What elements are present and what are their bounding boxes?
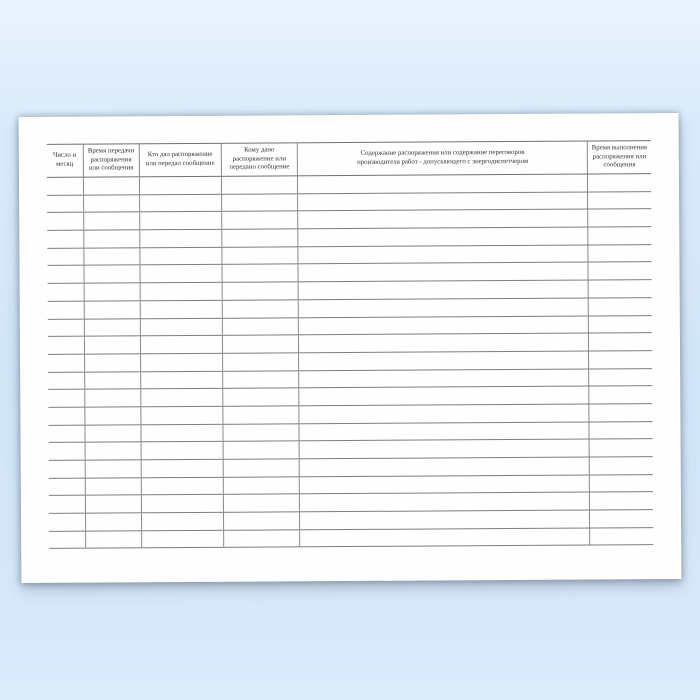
table-cell (84, 478, 141, 495)
table-cell (140, 301, 222, 318)
table-cell (48, 408, 84, 425)
table-cell (48, 390, 84, 407)
table-cell (222, 336, 299, 353)
table-cell (223, 530, 300, 547)
table-cell (587, 210, 651, 227)
table-cell (48, 355, 84, 372)
table-cell (140, 318, 222, 335)
table-cell (48, 319, 84, 336)
table-cell (83, 319, 140, 336)
table-cell (221, 176, 298, 193)
table-cell (298, 263, 588, 281)
table-cell (85, 513, 142, 530)
table-cell (222, 459, 299, 476)
table-cell (298, 334, 588, 352)
table-cell (83, 248, 140, 265)
table-cell (222, 318, 299, 335)
table-cell (588, 351, 652, 368)
table-cell (84, 372, 141, 389)
table-cell (47, 248, 83, 265)
table-cell (298, 351, 588, 369)
table-cell (83, 301, 140, 318)
table-cell (141, 513, 223, 530)
table-cell (85, 531, 142, 548)
table-cell (223, 495, 300, 512)
table-cell (221, 300, 298, 317)
table-cell (49, 443, 85, 460)
table-cell (140, 389, 222, 406)
table-cell (139, 265, 221, 282)
table-cell (588, 227, 652, 244)
table-cell (84, 354, 141, 371)
table-cell (49, 531, 85, 548)
table-cell (84, 390, 141, 407)
table-cell (84, 425, 141, 442)
table-cell (589, 422, 653, 439)
table-cell (222, 389, 299, 406)
column-header-transfer-time: Время передачи распоряжения или сообщения (82, 144, 139, 176)
table-cell (221, 194, 298, 211)
table-cell (141, 495, 223, 512)
table-cell (222, 442, 299, 459)
table-cell (589, 510, 653, 527)
table-cell (84, 460, 141, 477)
table-cell (299, 440, 589, 458)
table-cell (222, 477, 299, 494)
table-cell (83, 336, 140, 353)
table-cell (139, 230, 221, 247)
column-header-who-gave: Кто дал распоряжение или передал сообщение (139, 144, 221, 176)
table-cell (587, 192, 651, 209)
table-cell (49, 514, 85, 531)
table-cell (140, 336, 222, 353)
table-cell (222, 424, 299, 441)
table-cell (84, 443, 141, 460)
table-cell (47, 266, 83, 283)
table-cell (589, 493, 653, 510)
table-cell (298, 281, 588, 299)
table-cell (139, 212, 221, 229)
table-cell (298, 298, 588, 316)
table-cell (48, 284, 84, 301)
table-cell (140, 407, 222, 424)
table-cell (221, 265, 298, 282)
table-cell (222, 371, 299, 388)
table-cell (223, 512, 300, 529)
table-cell (83, 213, 140, 230)
table-cell (49, 461, 85, 478)
table-cell (297, 175, 587, 193)
table-cell (84, 496, 141, 513)
table-cell (299, 458, 589, 476)
table-cell (299, 387, 589, 405)
table-cell (299, 475, 589, 493)
table-cell (83, 195, 140, 212)
table-cell (299, 422, 589, 440)
table-cell (299, 511, 589, 529)
table-cell (141, 460, 223, 477)
table-cell (48, 301, 84, 318)
table-cell (299, 404, 589, 422)
table-cell (140, 354, 222, 371)
table-cell (298, 369, 588, 387)
table-cell (589, 439, 653, 456)
table-cell (139, 177, 221, 194)
column-header-execution-time: Время выполнения распоряжения или сообщения (587, 141, 651, 173)
table-cell (299, 528, 589, 546)
table-cell (298, 316, 588, 334)
table-cell (298, 245, 588, 263)
table-cell (83, 266, 140, 283)
table-cell (222, 406, 299, 423)
table-cell (588, 316, 652, 333)
table-cell (588, 298, 652, 315)
column-header-date: Число и месяц (52, 151, 77, 168)
table-cell (83, 230, 140, 247)
table-cell (299, 493, 589, 511)
table-cell (49, 496, 85, 513)
table-cell (47, 178, 83, 195)
table-cell (589, 528, 653, 545)
table-header-row (47, 140, 651, 178)
table-body (47, 174, 653, 549)
table-cell (139, 194, 221, 211)
table-cell (83, 283, 140, 300)
table-cell (84, 407, 141, 424)
table-cell (221, 229, 298, 246)
table-cell (588, 280, 652, 297)
table-cell (588, 333, 652, 350)
table-cell (222, 353, 299, 370)
table-cell (589, 457, 653, 474)
table-cell (139, 248, 221, 265)
journal-table (47, 140, 653, 549)
table-cell (588, 263, 652, 280)
table-cell (47, 231, 83, 248)
table-cell (141, 477, 223, 494)
table-cell (48, 372, 84, 389)
paper-sheet (19, 113, 682, 583)
table-cell (589, 475, 653, 492)
table-cell (297, 210, 587, 228)
table-cell (82, 177, 139, 194)
table-cell (221, 282, 298, 299)
table-cell (141, 531, 223, 548)
table-cell (297, 192, 587, 210)
table-cell (141, 442, 223, 459)
table-cell (588, 369, 652, 386)
table-cell (140, 283, 222, 300)
table-cell (140, 424, 222, 441)
table-cell (589, 404, 653, 421)
table-cell (47, 195, 83, 212)
table-cell (49, 478, 85, 495)
table-row (49, 528, 653, 549)
table-cell (587, 174, 651, 191)
table-cell (48, 337, 84, 354)
table-cell (48, 425, 84, 442)
table-cell (588, 386, 652, 403)
table-cell (221, 212, 298, 229)
table-cell (47, 213, 83, 230)
table-cell (588, 245, 652, 262)
column-header-content: Содержание распоряжения или содержание переговоров производителя работ - допускающего с энергодиспетчером (297, 142, 587, 176)
table-cell (140, 371, 222, 388)
table-cell (298, 228, 588, 246)
column-header-to-whom: Кому дано распоряжение или передано сообщение (220, 143, 297, 175)
table-cell (221, 247, 298, 264)
